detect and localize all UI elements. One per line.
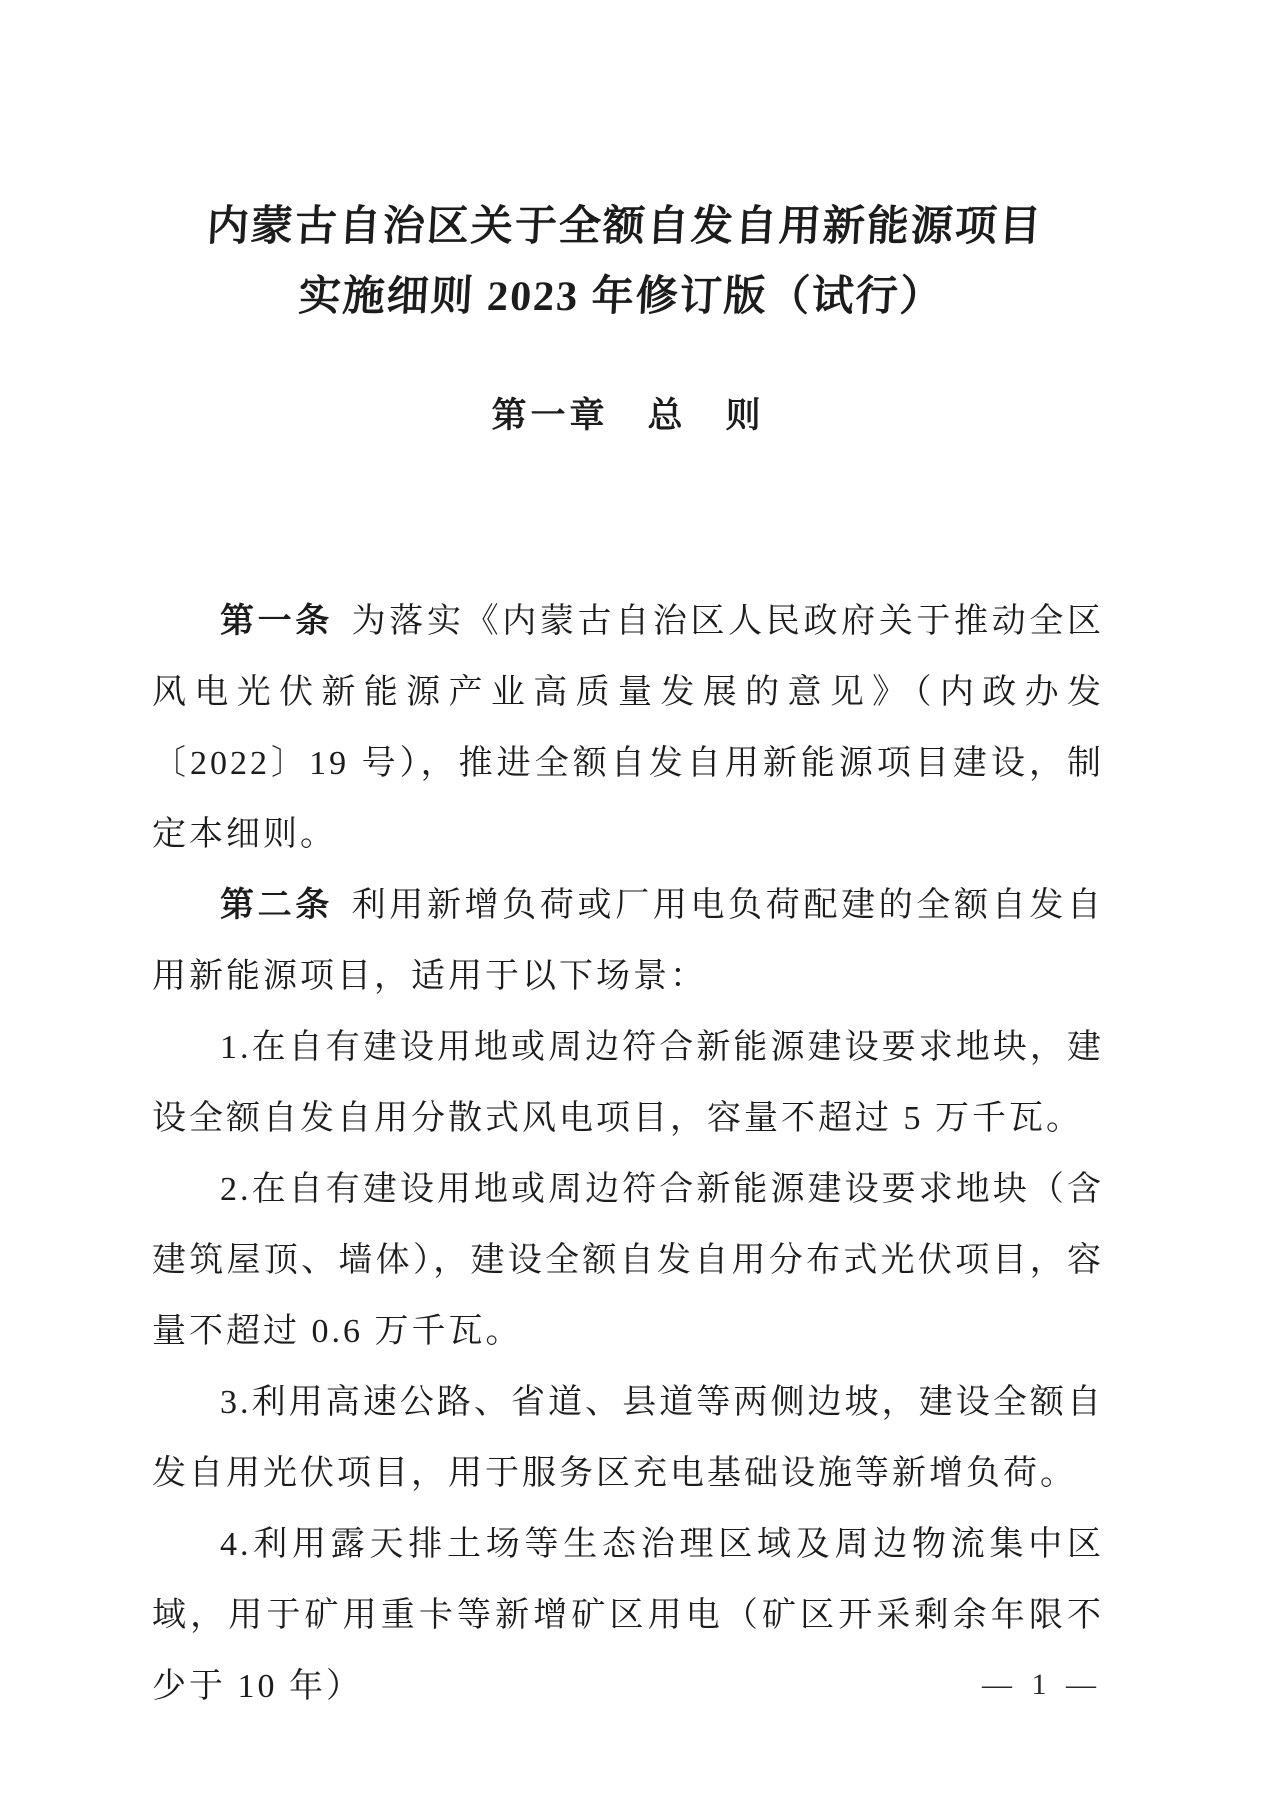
page-number: — 1 — [982,1668,1102,1701]
article-1-text: 为落实《内蒙古自治区人民政府关于推动全区风电光伏新能源产业高质量发展的意见》（内政办发〔2022〕19 号），推进全额自发自用新能源项目建设，制定本细则。 [152,603,1104,853]
document-title-line-1: 内蒙古自治区关于全额自发自用新能源项目 [205,204,1045,250]
paragraph-article-1 [152,586,1104,870]
article-1-label: 第一条 [220,602,333,640]
paragraph-item-4: 4.利用露天排土场等生态治理区域及周边物流集中区域，用于矿用重卡等新增矿区用电（矿区开采剩余年限不少于 10 年） [152,1526,1104,1705]
document-title-line-2: 实施细则 2023 年修订版（试行） [297,274,945,320]
document-title [143,0,1112,332]
paragraph-item-2: 2.在自有建设用地或周边符合新能源建设要求地块（含建筑屋顶、墙体），建设全额自发自用分布式光伏项目，容量不超过 0.6 万千瓦。 [152,1171,1104,1350]
paragraph-article-2 [152,870,1104,1012]
paragraph-item-1: 1.在自有建设用地或周边符合新能源建设要求地块，建设全额自发自用分散式风电项目，容量不超过 5 万千瓦。 [152,1029,1104,1137]
document-content [152,0,1104,1722]
chapter-heading: 第一章 总 则 [491,396,765,435]
article-2-label: 第二条 [220,886,333,924]
paragraph-item-3: 3.利用高速公路、省道、县道等两侧边坡，建设全额自发自用光伏项目，用于服务区充电基础设施等新增负荷。 [152,1384,1104,1492]
article-2-text: 利用新增负荷或厂用电负荷配建的全额自发自用新能源项目，适用于以下场景： [152,887,1104,995]
document-body [152,586,1104,1722]
